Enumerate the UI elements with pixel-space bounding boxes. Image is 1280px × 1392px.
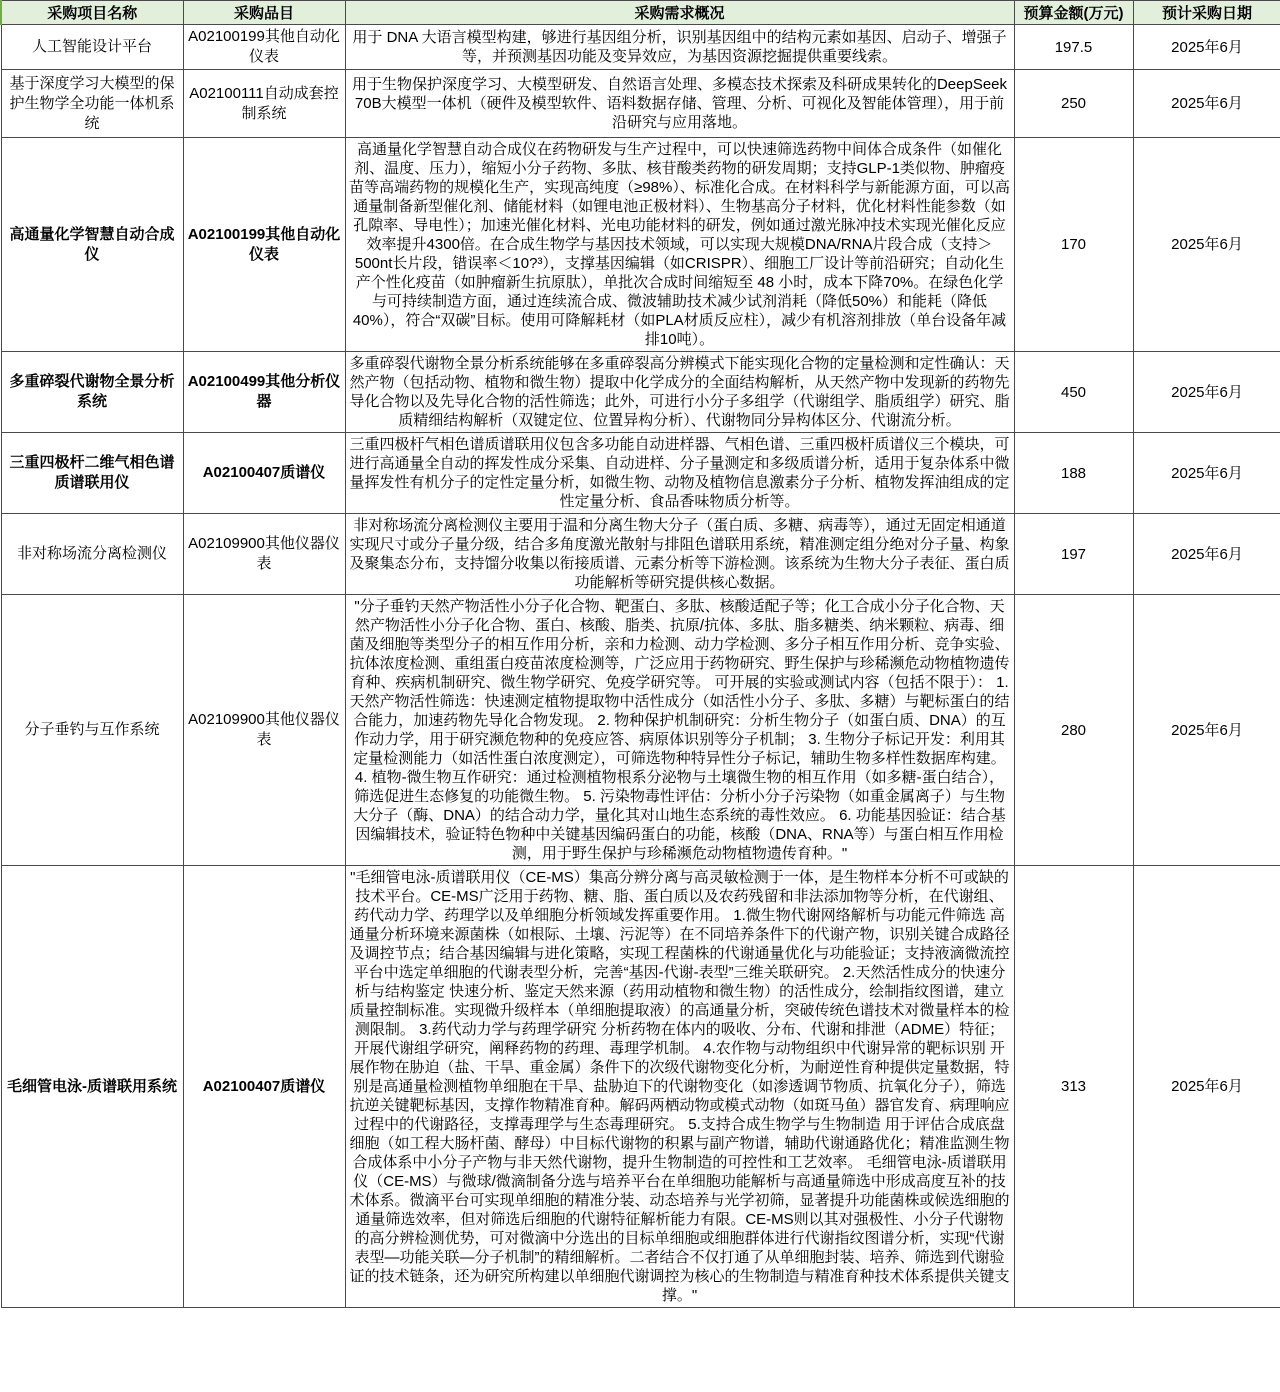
category-cell: A02100407质谱仪 xyxy=(183,433,345,514)
budget-cell: 280 xyxy=(1014,595,1133,866)
category-cell: A02109900其他仪器仪表 xyxy=(183,595,345,866)
date-cell: 2025年6月 xyxy=(1133,433,1280,514)
header-date: 预计采购日期 xyxy=(1133,1,1280,25)
date-cell: 2025年6月 xyxy=(1133,866,1280,1308)
requirement-cell: 用于 DNA 大语言模型构建，够进行基因组分析，识别基因组中的结构元素如基因、启动子、增强子等，并预测基因功能及变异效应，为基因资源挖掘提供重要线索。 xyxy=(345,25,1014,70)
budget-cell: 313 xyxy=(1014,866,1133,1308)
category-cell: A02100407质谱仪 xyxy=(183,866,345,1308)
header-requirement: 采购需求概况 xyxy=(345,1,1014,25)
requirement-cell: 用于生物保护深度学习、大模型研发、自然语言处理、多模态技术探索及科研成果转化的DeepSeek 70B大模型一体机（硬件及模型软件、语料数据存储、管理、分析、可视化及智能体管理），用于前沿研究与应用落地。 xyxy=(345,70,1014,138)
header-project-name: 采购项目名称 xyxy=(1,1,183,25)
date-cell: 2025年6月 xyxy=(1133,138,1280,352)
category-cell: A02100199其他自动化仪表 xyxy=(183,138,345,352)
budget-cell: 197.5 xyxy=(1014,25,1133,70)
table-row xyxy=(1,433,1280,514)
header-row xyxy=(1,1,1280,25)
project-name-cell: 毛细管电泳-质谱联用系统 xyxy=(1,866,183,1308)
project-name-cell: 多重碎裂代谢物全景分析系统 xyxy=(1,352,183,433)
table-row xyxy=(1,514,1280,595)
table-row xyxy=(1,352,1280,433)
table-row xyxy=(1,138,1280,352)
category-cell: A02100499其他分析仪器 xyxy=(183,352,345,433)
table-row xyxy=(1,866,1280,1308)
budget-cell: 170 xyxy=(1014,138,1133,352)
date-cell: 2025年6月 xyxy=(1133,514,1280,595)
requirement-cell: 非对称场流分离检测仪主要用于温和分离生物大分子（蛋白质、多糖、病毒等），通过无固定相通道实现尺寸或分子量分级，结合多角度激光散射与排阻色谱联用系统，精准测定组分绝对分子量、构象及聚集态分布，支持馏分收集以衔接质谱、元素分析等下游检测。该系统为生物大分子表征、蛋白质功能解析等研究提供核心数据。 xyxy=(345,514,1014,595)
project-name-cell: 分子垂钓与互作系统 xyxy=(1,595,183,866)
date-cell: 2025年6月 xyxy=(1133,70,1280,138)
category-cell: A02100111自动成套控制系统 xyxy=(183,70,345,138)
budget-cell: 197 xyxy=(1014,514,1133,595)
table-row xyxy=(1,25,1280,70)
budget-cell: 250 xyxy=(1014,70,1133,138)
project-name-cell: 非对称场流分离检测仪 xyxy=(1,514,183,595)
requirement-cell: 多重碎裂代谢物全景分析系统能够在多重碎裂高分辨模式下能实现化合物的定量检测和定性确认：天然产物（包括动物、植物和微生物）提取中化学成分的全面结构解析，从天然产物中发现新的药物先导化合物以及先导化合物的活性筛选；此外，可进行小分子多组学（代谢组学、脂质组学）研究、脂质精细结构解析（双键定位、位置异构分析）、代谢物同分异构体区分、代谢流分析。 xyxy=(345,352,1014,433)
project-name-cell: 三重四极杆二维气相色谱质谱联用仪 xyxy=(1,433,183,514)
budget-cell: 188 xyxy=(1014,433,1133,514)
requirement-cell: 三重四极杆气相色谱质谱联用仪包含多功能自动进样器、气相色谱、三重四极杆质谱仪三个模块，可进行高通量全自动的挥发性成分采集、自动进样、分子量测定和多级质谱分析，适用于复杂体系中微量挥发性有机分子的定性定量分析，如微生物、动物及植物信息激素分子分析、植物发挥油组成的定性定量分析、食品香味物质分析等。 xyxy=(345,433,1014,514)
table-row xyxy=(1,70,1280,138)
requirement-cell: "毛细管电泳-质谱联用仪（CE-MS）集高分辨分离与高灵敏检测于一体，是生物样本分析不可或缺的技术平台。CE-MS广泛用于药物、糖、脂、蛋白质以及农药残留和非法添加物等分析，在代谢组、药代动力学、药理学以及单细胞分析领域发挥重要作用。 1.微生物代谢网络解析与功能元件筛选 高通量分析环境来源菌株（如根际、土壤、污泥等）在不同培养条件下的代谢产物，识别关键合成路径及调控节点；结合基因编辑与进化策略，实现工程菌株的代谢通量优化与功能验证；支持液滴微流控平台中选定单细胞的代谢表型分析，完善“基因-代谢-表型”三维关联研究。 2.天然活性成分的快速分析与结构鉴定 快速分析、鉴定天然来源（药用动植物和微生物）的活性成分，绘制指纹图谱，建立质量控制标准。实现微升级样本（单细胞提取液）的高通量分析，突破传统色谱技术对微量样本的检测限制。 3.药代动力学与药理学研究 分析药物在体内的吸收、分布、代谢和排泄（ADME）特征；开展代谢组学研究，阐释药物的药理、毒理学机制。 4.农作物与动物组织中代谢异常的靶标识别 开展作物在胁迫（盐、干旱、重金属）条件下的次级代谢物变化分析，为耐逆性育种提供定量数据，特别是高通量检测植物单细胞在干旱、盐胁迫下的代谢物变化（如渗透调节物质、抗氧化分子），筛选抗逆关键靶标基因，支撑作物精准育种。解码两栖动物或模式动物（如斑马鱼）器官发育、病理响应过程中的代谢路径，支撑毒理学与生态毒理研究。 5.支持合成生物学与生物制造 用于评估合成底盘细胞（如工程大肠杆菌、酵母）中目标代谢物的积累与副产物谱，辅助代谢通路优化；精准监测生物合成体系中小分子产物与非天然代谢物，提升生物制造的可控性和工艺效率。 毛细管电泳-质谱联用仪（CE-MS）与微球/微滴制备分选与培养平台在单细胞功能解析与高通量筛选中形成高度互补的技术体系。微滴平台可实现单细胞的精准分装、动态培养与光学初筛，显著提升功能菌株或候选细胞的通量筛选效率，但对筛选后细胞的代谢特征解析能力有限。CE-MS则以其对强极性、小分子代谢物的高分辨检测优势，可对微滴中分选出的目标单细胞或细胞群体进行代谢指纹图谱分析，实现“代谢表型—功能关联—分子机制”的精细解析。二者结合不仅打通了从单细胞封装、培养、筛选到代谢验证的技术链条，还为研究所构建以单细胞代谢调控为核心的生物制造与精准育种技术体系提供关键支撑。" xyxy=(345,866,1014,1308)
budget-cell: 450 xyxy=(1014,352,1133,433)
category-cell: A02109900其他仪器仪表 xyxy=(183,514,345,595)
header-category: 采购品目 xyxy=(183,1,345,25)
category-cell: A02100199其他自动化仪表 xyxy=(183,25,345,70)
table-row xyxy=(1,595,1280,866)
date-cell: 2025年6月 xyxy=(1133,352,1280,433)
header-budget: 预算金额(万元) xyxy=(1014,1,1133,25)
date-cell: 2025年6月 xyxy=(1133,595,1280,866)
project-name-cell: 基于深度学习大模型的保护生物学全功能一体机系统 xyxy=(1,70,183,138)
requirement-cell: 高通量化学智慧自动合成仪在药物研发与生产过程中，可以快速筛选药物中间体合成条件（如催化剂、温度、压力），缩短小分子药物、多肽、核苷酸类药物的研发周期；支持GLP-1类似物、肿瘤疫苗等高端药物的规模化生产，实现高纯度（≥98%）、标准化合成。在材料科学与新能源方面，可以高通量制备新型催化剂、储能材料（如锂电池正极材料）、生物基高分子材料，优化材料性能参数（如孔隙率、导电性）；加速光催化材料、光电功能材料的研发，例如通过激光脉冲技术实现光催化反应效率提升4300倍。在合成生物学与基因技术领域，可以实现大规模DNA/RNA片段合成（支持＞500nt长片段，错误率＜10?³），支撑基因编辑（如CRISPR）、细胞工厂设计等前沿研究；自动化生产个性化疫苗（如肿瘤新生抗原肽），单批次合成时间缩短至 48 小时，成本下降70%。在绿色化学与可持续制造方面，通过连续流合成、微波辅助技术减少试剂消耗（降低50%）和能耗（降低 40%），符合“双碳”目标。使用可降解耗材（如PLA材质反应柱），减少有机溶剂排放（单台设备年减排10吨）。 xyxy=(345,138,1014,352)
project-name-cell: 高通量化学智慧自动合成仪 xyxy=(1,138,183,352)
date-cell: 2025年6月 xyxy=(1133,25,1280,70)
project-name-cell: 人工智能设计平台 xyxy=(1,25,183,70)
requirement-cell: "分子垂钓天然产物活性小分子化合物、靶蛋白、多肽、核酸适配子等；化工合成小分子化合物、天然产物活性小分子化合物、蛋白、核酸、脂类、抗原/抗体、多肽、脂多糖类、纳米颗粒、病毒、细菌及细胞等类型分子的相互作用分析，亲和力检测、动力学检测、多分子相互作用分析、竞争实验、抗体浓度检测、重组蛋白疫苗浓度检测等，广泛应用于药物研究、野生保护与珍稀濒危动物植物遗传育种、疾病机制研究、微生物学研究、免疫学研究等。 可开展的实验或测试内容（包括不限于）： 1. 天然产物活性筛选：快速测定植物提取物中活性成分（如活性小分子、多肽、多糖）与靶标蛋白的结合能力，加速药物先导化合物发现。 2. 物种保护机制研究：分析生物分子（如蛋白质、DNA）的互作动力学，用于研究濒危物种的免疫应答、病原体识别等分子机制； 3. 生物分子标记开发：利用其定量检测能力（如活性蛋白浓度测定），可筛选物种特异性分子标记，辅助生物多样性数据库构建。 4. 植物-微生物互作研究：通过检测植物根系分泌物与土壤微生物的相互作用（如多糖-蛋白结合），筛选促进生态修复的功能微生物。 5. 污染物毒性评估：分析小分子污染物（如重金属离子）与生物大分子（酶、DNA）的结合动力学，量化其对山地生态系统的毒性效应。 6. 功能基因验证：结合基因编辑技术，验证特色物种中关键基因编码蛋白的功能，核酸（DNA、RNA等）与蛋白相互作用检测，用于野生保护与珍稀濒危动物植物遗传育种。" xyxy=(345,595,1014,866)
